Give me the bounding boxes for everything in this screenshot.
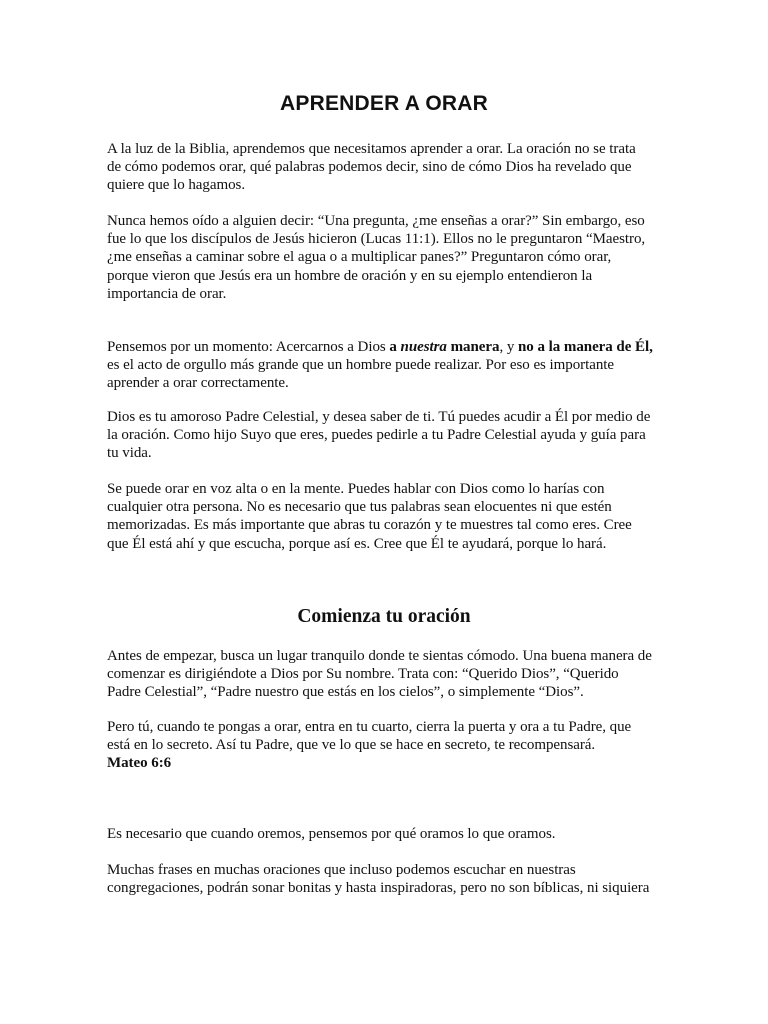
text-line: Pero tú, cuando te pongas a orar, entra en tu cuarto, cierra la puerta y ora a tu Padre, que (107, 719, 632, 735)
paragraph-father (107, 408, 667, 463)
text-line (107, 338, 667, 356)
emphasis-text: nuestra (400, 339, 447, 355)
text-line: Antes de empezar, busca un lugar tranquilo donde te sientas cómodo. Una buena manera de (107, 648, 652, 664)
text-line: importancia de orar. (107, 285, 227, 302)
text-line: Dios es tu amoroso Padre Celestial, y desea saber de ti. Tú puedes acudir a Él por medio de (107, 409, 651, 425)
text-line: es el acto de orgullo más grande que un hombre puede realizar. Por eso es importante (107, 357, 615, 374)
text-line: congregaciones, podrán sonar bonitas y hasta inspiradoras, pero no son bíblicas, ni siquiera (107, 880, 650, 897)
emphasis-text: a (389, 339, 401, 355)
page-title: APRENDER A ORAR (280, 92, 488, 115)
text-line: Se puede orar en voz alta o en la mente. Puedes hablar con Dios como lo harías con (107, 481, 605, 497)
text-line: está en lo secreto. Así tu Padre, que ve lo que se hace en secreto, te recompensará. (107, 737, 596, 754)
paragraph-disciples (107, 212, 667, 303)
text-line: la oración. Como hijo Suyo que eres, puedes pedirle a tu Padre Celestial ayuda y guía para (107, 427, 646, 444)
text-line: Es necesario que cuando oremos, pensemos por qué oramos lo que oramos. (107, 826, 556, 842)
text-line: Nunca hemos oído a alguien decir: “Una pregunta, ¿me enseñas a orar?” Sin embargo, eso (107, 213, 645, 229)
text-line: Muchas frases en muchas oraciones que incluso podemos escuchar en nuestras (107, 862, 576, 878)
text-line: memorizadas. Es más importante que abras tu corazón y te muestres tal como eres. Cree (107, 517, 632, 534)
text-line: de cómo podemos orar, qué palabras podemos decir, sino de cómo Dios ha revelado que (107, 159, 632, 176)
paragraph-pride (107, 338, 667, 393)
paragraph-pray-aloud (107, 480, 667, 553)
text-line: comenzar es dirigiéndote a Dios por Su nombre. Trata con: “Querido Dios”, “Querido (107, 666, 619, 683)
paragraph-intro (107, 140, 667, 195)
paragraph-think (107, 825, 667, 843)
text-line: ¿me enseñas a caminar sobre el agua o a multiplicar panes?” Preguntaron cómo orar, (107, 249, 612, 266)
text-line: porque vieron que Jesús era un hombre de oración y en su ejemplo entendieron la (107, 267, 593, 284)
scripture-reference: Mateo 6:6 (107, 755, 172, 772)
text-line: fue lo que los discípulos de Jesús hicieron (Lucas 11:1). Ellos no le preguntaron “Maestro, (107, 231, 646, 248)
paragraph-begin (107, 647, 667, 702)
text-line: que Él está ahí y que escucha, porque así es. Cree que Él te ayudará, porque lo hará. (107, 535, 607, 552)
text-run: Pensemos por un momento: Acercarnos a Dios (107, 339, 390, 355)
paragraph-scripture (107, 718, 667, 773)
text-line: tu vida. (107, 445, 152, 462)
paragraph-phrases (107, 861, 667, 897)
text-run: , y (499, 339, 519, 355)
emphasis-text: manera (446, 339, 500, 355)
text-line: aprender a orar correctamente. (107, 375, 289, 392)
text-line: quiere que lo hagamos. (107, 177, 246, 194)
section-subtitle: Comienza tu oración (297, 606, 471, 627)
emphasis-text: no a la manera de Él, (518, 339, 653, 355)
text-line: Padre Celestial”, “Padre nuestro que estás en los cielos”, o simplemente “Dios”. (107, 684, 584, 701)
text-line: cualquier otra persona. No es necesario que tus palabras sean elocuentes ni que estén (107, 499, 612, 516)
text-line: A la luz de la Biblia, aprendemos que necesitamos aprender a orar. La oración no se trata (107, 141, 636, 157)
